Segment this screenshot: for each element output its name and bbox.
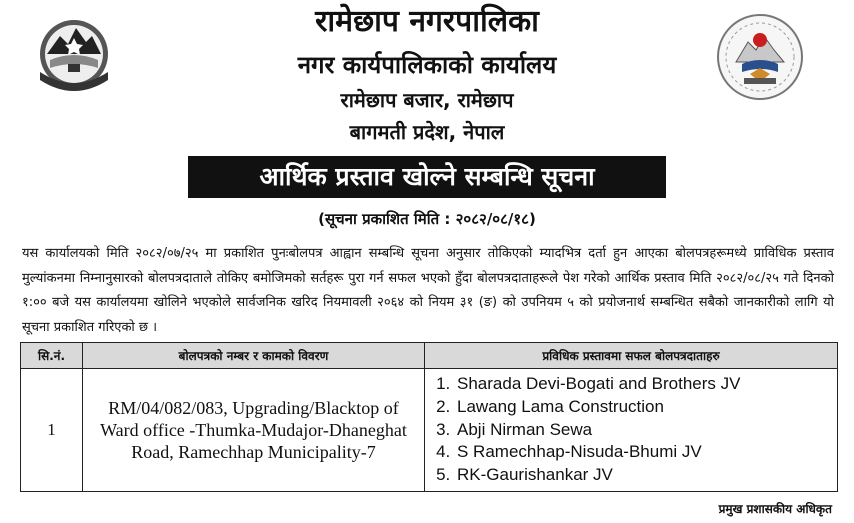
signatory-title: प्रमुख प्रशासकीय अधिकृत bbox=[718, 502, 832, 516]
office-name: नगर कार्यपालिकाको कार्यालय bbox=[297, 51, 557, 79]
bidders-list bbox=[437, 373, 837, 487]
bidders-cell bbox=[425, 369, 838, 492]
notice-title: आर्थिक प्रस्ताव खोल्ने सम्बन्धि सूचना bbox=[188, 156, 666, 198]
bidders-table bbox=[20, 342, 838, 492]
table-header-row bbox=[21, 343, 838, 369]
list-item: 5. RK-Gaurishankar JV bbox=[455, 464, 837, 487]
header-bid-number: बोलपत्रको नम्बर र कामको विवरण bbox=[83, 343, 425, 369]
publication-date: (सूचना प्रकाशित मिति : २०८२/०८/१८) bbox=[318, 210, 536, 228]
list-item: 4. S Ramechhap-Nisuda-Bhumi JV bbox=[455, 441, 837, 464]
list-item: 1. Sharada Devi-Bogati and Brothers JV bbox=[455, 373, 837, 396]
province-country: बागमती प्रदेश, नेपाल bbox=[349, 120, 505, 144]
work-description: RM/04/082/083, Upgrading/Blacktop of Ward office -Thumka-Mudajor-Dhaneghat Road, Ramechhap Municipality-7 bbox=[83, 369, 425, 492]
municipality-name: रामेछाप नगरपालिका bbox=[315, 4, 539, 39]
table-row bbox=[21, 369, 838, 492]
office-address: रामेछाप बजार, रामेछाप bbox=[340, 88, 514, 112]
header-serial: सि.नं. bbox=[21, 343, 83, 369]
header-successful-bidders: प्रविधिक प्रस्तावमा सफल बोलपत्रदाताहरु bbox=[425, 343, 838, 369]
list-item: 3. Abji Nirman Sewa bbox=[455, 419, 837, 442]
list-item: 2. Lawang Lama Construction bbox=[455, 396, 837, 419]
notice-body: यस कार्यालयको मिति २०८२/०७/२५ मा प्रकाशित पुनःबोलपत्र आह्वान सम्बन्धि सूचना अनुसार तोकिएको म्यादभित्र दर्ता हुन आएका बोलपत्रहरूमध्ये प्राविधिक प्रस्ताव मुल्यांकनमा निम्नानुसारको बोलपत्रदाताले तोकिए बमोजिमको सर्तहरू पुरा गर्न सफल भएको हुँदा बोलपत्रदाताहरूले पेश गरेको आर्थिक प्रस्ताव मिति २०८२/०८/२५ गते दिनको १:०० बजे यस कार्यालयमा खोलिने भएकोले सार्वजनिक खरिद नियमावली २०६४ को नियम ३१ (ङ) को उपनियम ५ को प्रयोजनार्थ सम्बन्धित सबैको जानकारीको लागि यो सूचना प्रकाशित गरिएको छ । bbox=[22, 246, 834, 335]
serial-number: 1 bbox=[21, 369, 83, 492]
